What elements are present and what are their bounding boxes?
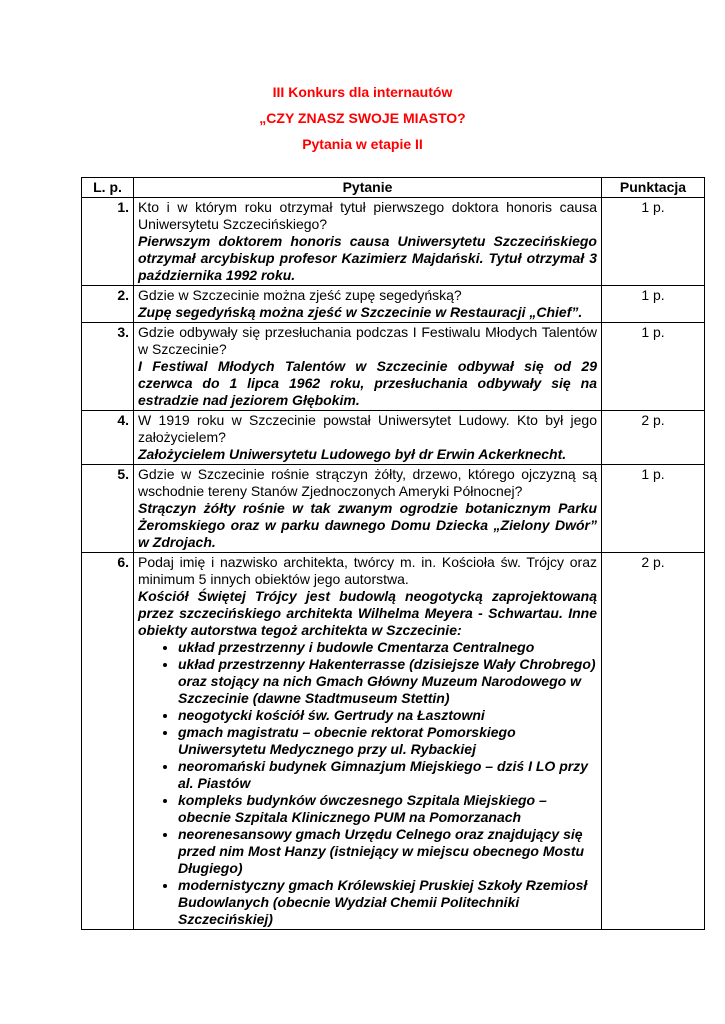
question-text: Gdzie w Szczecinie można zjeść zupę segedyńską? xyxy=(138,287,462,303)
list-item: • układ przestrzenny Hakenterrasse (dzisiejsze Wały Chrobrego) oraz stojący na nich Gmach Główny Muzeum Narodowego w Szczecinie (dawne Stadtmuseum Stettin) xyxy=(178,656,597,707)
answer-text: Kościół Świętej Trójcy jest budowlą neogotycką zaprojektowaną przez szczecińskiego architekta Wilhelma Meyera - Schwartau. Inne obiekty autorstwa tegoż architekta w Szczecinie: xyxy=(138,588,597,638)
header-number: L. p. xyxy=(82,178,134,198)
question-text: Podaj imię i nazwisko architekta, twórcy m. in. Kościoła św. Trójcy oraz minimum 5 innych obiektów jego autorstwa. xyxy=(138,554,597,587)
table-row xyxy=(82,198,705,286)
row-number: 6. xyxy=(82,553,134,930)
question-cell xyxy=(134,411,602,465)
header-points: Punktacja xyxy=(602,178,705,198)
answer-text: Pierwszym doktorem honoris causa Uniwersytetu Szczecińskiego otrzymał arcybiskup profesor Kazimierz Majdański. Tytuł otrzymał 3 października 1992 roku. xyxy=(138,233,597,283)
question-text: Gdzie w Szczecinie rośnie strączyn żółty, drzewo, którego ojczyzną są wschodnie tereny Stanów Zjednoczonych Ameryki Północnej? xyxy=(138,466,597,499)
questions-table xyxy=(81,177,705,930)
header-question: Pytanie xyxy=(134,178,602,198)
points-cell: 1 p. xyxy=(602,465,705,553)
answer-text: Założycielem Uniwersytetu Ludowego był dr Erwin Ackerknecht. xyxy=(138,446,567,462)
row-number: 2. xyxy=(82,286,134,323)
table-header-row xyxy=(82,178,705,198)
contest-title: III Konkurs dla internautów xyxy=(272,84,453,100)
table-row xyxy=(82,323,705,411)
answer-text: Strączyn żółty rośnie w tak zwanym ogrodzie botanicznym Parku Żeromskiego oraz w parku dawnego Domu Dziecka „Zielony Dwór” w Zdrojach. xyxy=(138,500,597,550)
document-header xyxy=(0,84,725,162)
list-item: • kompleks budynków ówczesnego Szpitala Miejskiego – obecnie Szpitala Klinicznego PUM na Pomorzanach xyxy=(178,792,597,826)
list-item: • gmach magistratu – obecnie rektorat Pomorskiego Uniwersytetu Medycznego przy ul. Rybackiej xyxy=(178,724,597,758)
row-number: 1. xyxy=(82,198,134,286)
points-cell: 2 p. xyxy=(602,411,705,465)
question-cell xyxy=(134,323,602,411)
question-cell xyxy=(134,198,602,286)
list-item: • modernistyczny gmach Królewskiej Pruskiej Szkoły Rzemiosł Budowlanych (obecnie Wydział Chemii Politechniki Szczecińskiej) xyxy=(178,877,597,928)
question-cell xyxy=(134,553,602,930)
contest-subtitle: „CZY ZNASZ SWOJE MIASTO? xyxy=(259,110,466,126)
points-cell: 1 p. xyxy=(602,198,705,286)
works-list xyxy=(138,639,597,928)
answer-text: I Festiwal Młodych Talentów w Szczecinie odbywał się od 29 czerwca do 1 lipca 1962 roku, przesłuchania odbywały się na estradzie nad jeziorem Głębokim. xyxy=(138,358,597,408)
question-cell xyxy=(134,286,602,323)
question-cell xyxy=(134,465,602,553)
table-row xyxy=(82,553,705,930)
list-item: • neorenesansowy gmach Urzędu Celnego oraz znajdujący się przed nim Most Hanzy (istniejący w miejscu obecnego Mostu Długiego) xyxy=(178,826,597,877)
row-number: 5. xyxy=(82,465,134,553)
question-text: W 1919 roku w Szczecinie powstał Uniwersytet Ludowy. Kto był jego założycielem? xyxy=(138,412,597,445)
row-number: 3. xyxy=(82,323,134,411)
table-row xyxy=(82,465,705,553)
points-cell: 1 p. xyxy=(602,286,705,323)
stage-title: Pytania w etapie II xyxy=(302,136,423,152)
list-item: • neogotycki kościół św. Gertrudy na Łasztowni xyxy=(178,707,597,724)
points-cell: 2 p. xyxy=(602,553,705,930)
list-item: • neoromański budynek Gimnazjum Miejskiego – dziś I LO przy al. Piastów xyxy=(178,758,597,792)
row-number: 4. xyxy=(82,411,134,465)
list-item: • układ przestrzenny i budowle Cmentarza Centralnego xyxy=(178,639,597,656)
question-text: Gdzie odbywały się przesłuchania podczas I Festiwalu Młodych Talentów w Szczecinie? xyxy=(138,324,597,357)
answer-text: Zupę segedyńską można zjeść w Szczecinie w Restauracji „Chief”. xyxy=(138,304,583,320)
points-cell: 1 p. xyxy=(602,323,705,411)
question-text: Kto i w którym roku otrzymał tytuł pierwszego doktora honoris causa Uniwersytetu Szczecińskiego? xyxy=(138,199,597,232)
table-row xyxy=(82,286,705,323)
table-row xyxy=(82,411,705,465)
